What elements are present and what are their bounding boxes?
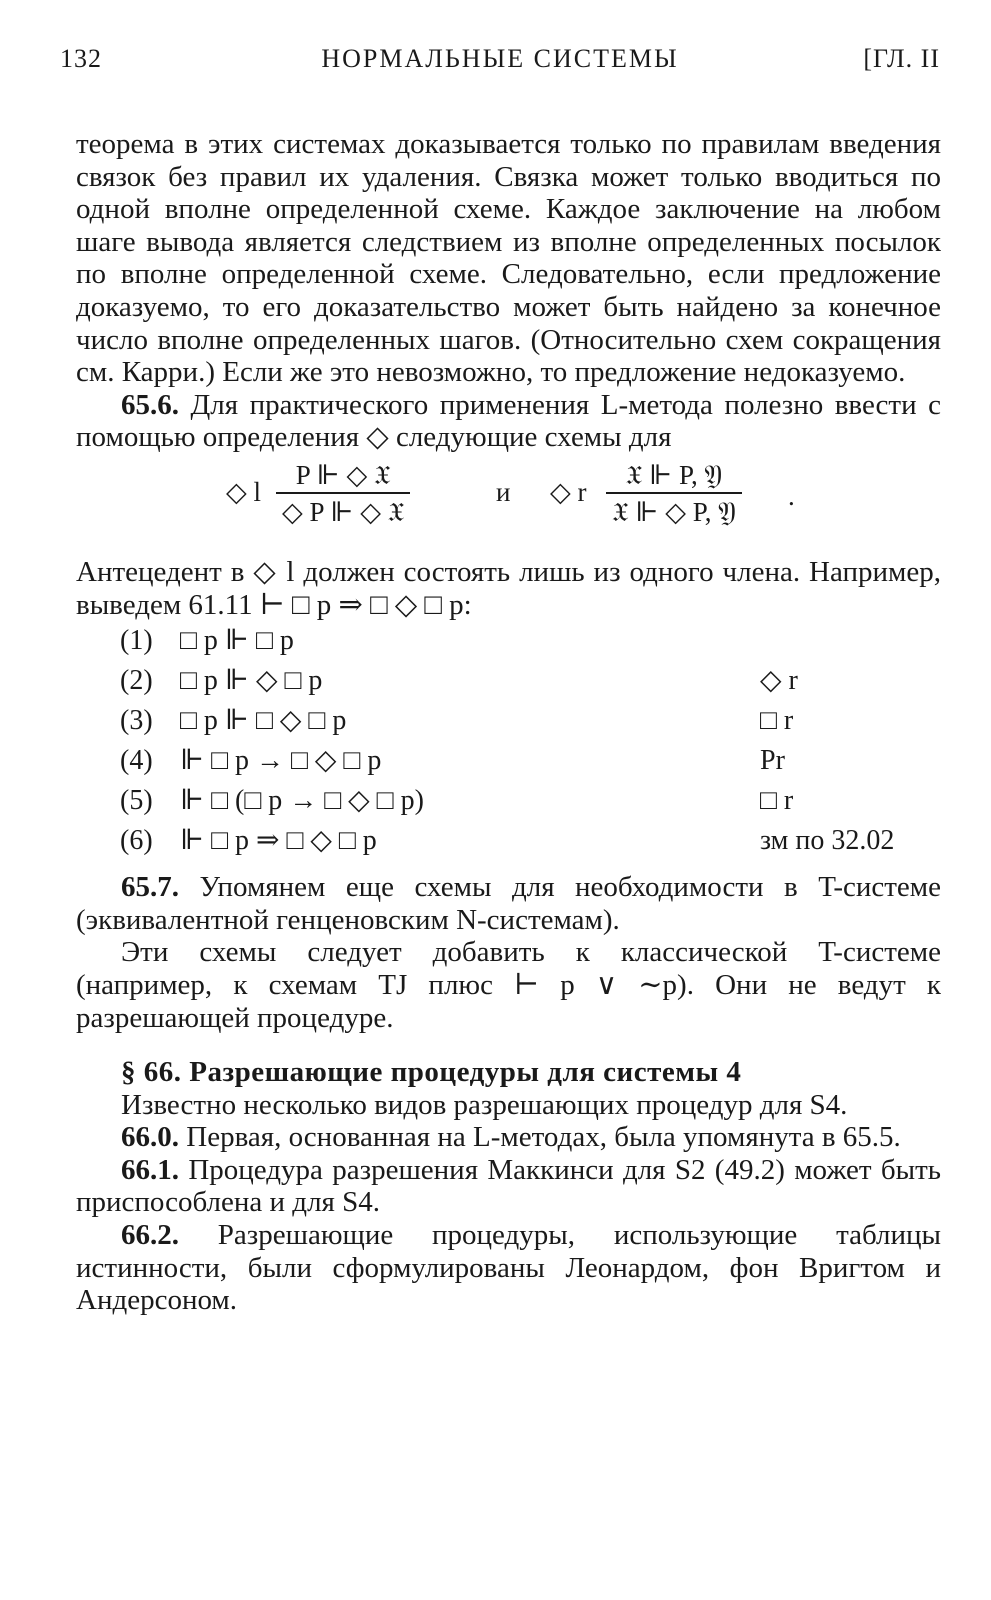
step-justification: □ r <box>760 705 794 737</box>
paragraph-number: 66.1. <box>121 1153 179 1186</box>
paragraph-text: Упомянем еще схемы для необходимости в T-системе (эквивалентной генценовским N-системам). <box>76 871 942 936</box>
paragraph-number: 65.7. <box>121 871 179 904</box>
page-number: 132 <box>60 44 102 73</box>
chapter-label: [ГЛ. II <box>863 44 940 73</box>
step-number: (6) <box>120 825 153 857</box>
step-number: (4) <box>120 745 153 777</box>
rule-label-diamond-l: ◇ l <box>226 476 262 507</box>
fraction-denominator: 𝔛 ⊩ ◇ P, 𝔜 <box>606 492 742 530</box>
fraction-diamond-l <box>276 458 410 530</box>
paragraph-antecedent: Антецедент в ◇ l должен состоять лишь из одного члена. Например, выведем 61.11 ⊢ □ p ⇒ □ ◇ □ p: <box>76 555 941 621</box>
step-formula: ⊩ □ p ⇒ □ ◇ □ p <box>180 825 377 857</box>
page-body <box>76 128 941 1317</box>
rule-label-diamond-r: ◇ r <box>550 476 587 507</box>
running-header <box>60 44 940 84</box>
step-justification: ◇ r <box>760 665 798 697</box>
derivation-row <box>76 705 941 745</box>
derivation-row <box>76 665 941 705</box>
step-justification: □ r <box>760 785 794 817</box>
step-formula: □ p ⊩ ◇ □ p <box>180 665 323 697</box>
paragraph-number: 65.6. <box>121 388 179 421</box>
paragraph-66-2 <box>76 1219 941 1317</box>
paragraph-text: Процедура разрешения Маккинси для S2 (49.2) может быть приспособлена и для S4. <box>76 1153 942 1219</box>
paragraph-number: 66.0. <box>121 1121 179 1154</box>
step-justification: зм по 32.02 <box>760 825 895 857</box>
fraction-numerator: 𝔛 ⊩ P, 𝔜 <box>625 459 723 490</box>
paragraph-text: Первая, основанная на L-методах, была упомянута в 65.5. <box>186 1121 901 1154</box>
step-justification: Pr <box>760 745 785 777</box>
derivation-table <box>76 625 941 865</box>
fraction-denominator: ◇ P ⊩ ◇ 𝔛 <box>276 492 410 530</box>
derivation-row <box>76 745 941 785</box>
step-number: (5) <box>120 785 153 817</box>
derivation-row <box>76 825 941 865</box>
paragraph-text: Для практического применения L-метода полезно ввести с помощью определения ◇ следующие схемы для <box>76 388 941 454</box>
paragraph-66-0 <box>76 1121 941 1154</box>
step-formula: ⊩ □ p → □ ◇ □ p <box>180 745 382 777</box>
section-heading: § 66. Разрешающие процедуры для системы 4 <box>121 1056 742 1089</box>
paragraph-text: Разрешающие процедуры, использующие таблицы истинности, были сформулированы Леонардом, фон Вригтом и Андерсоном. <box>76 1219 941 1317</box>
step-number: (2) <box>120 665 153 697</box>
paragraph-66-1 <box>76 1154 941 1219</box>
paragraph-65-6 <box>76 389 941 454</box>
derivation-row <box>76 785 941 825</box>
step-formula: □ p ⊩ □ ◇ □ p <box>180 705 347 737</box>
step-formula: ⊩ □ (□ p → □ ◇ □ p) <box>180 785 424 817</box>
step-number: (1) <box>120 625 153 657</box>
conjunction-word: и <box>496 476 511 507</box>
step-formula: □ p ⊩ □ p <box>180 625 294 657</box>
fraction-diamond-r <box>606 458 742 530</box>
running-title: НОРМАЛЬНЫЕ СИСТЕМЫ <box>321 44 679 73</box>
diamond-rules-formula <box>76 458 941 550</box>
paragraph-intro: Известно несколько видов разрешающих процедур для S4. <box>121 1088 848 1121</box>
paragraph-continuation: теорема в этих системах доказывается только по правилам введения связок без правил их удаления. Связка может только вводиться по одной вполне определенной схеме. Каждое заключение на любом шаге вывода является следствием из вполне определенных посылок по вполне определенной схеме. Следовательно, если предложение доказуемо, то его доказательство может быть найдено за конечное число вполне определенных шагов. (Относительно схем сокращения см. Карри.) Если же это невозможно, то предложение недоказуемо. <box>76 128 941 389</box>
paragraph-65-7 <box>76 871 941 936</box>
formula-period: . <box>788 480 795 511</box>
derivation-row <box>76 625 941 665</box>
paragraph-number: 66.2. <box>121 1219 179 1252</box>
paragraph-schemes: Эти схемы следует добавить к классической T-системе (например, к схемам TJ плюс ⊢ p ∨ ∼p). Они не ведут к разрешающей процедуре. <box>76 936 941 1034</box>
fraction-numerator: P ⊩ ◇ 𝔛 <box>295 459 391 490</box>
step-number: (3) <box>120 705 153 737</box>
